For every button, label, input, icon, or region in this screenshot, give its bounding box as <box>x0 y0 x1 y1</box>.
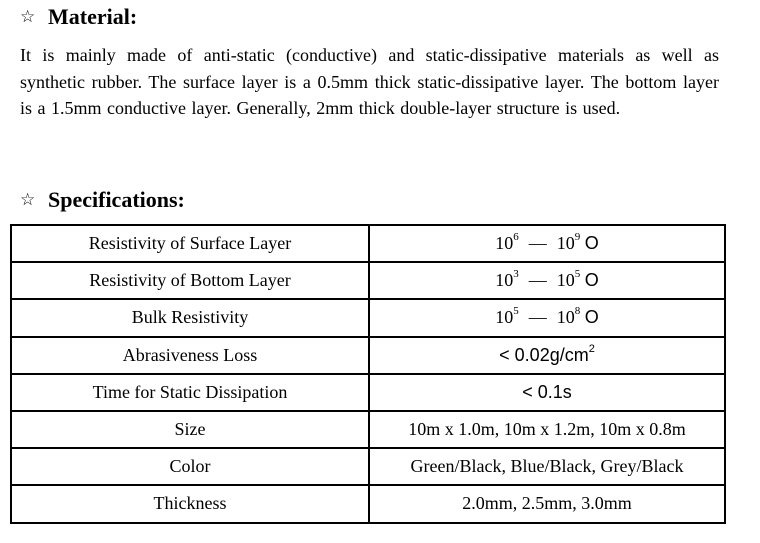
spec-label: Resistivity of Surface Layer <box>11 225 369 262</box>
spec-label: Thickness <box>11 485 369 522</box>
table-row <box>11 337 725 374</box>
specifications-title: Specifications: <box>48 187 185 212</box>
material-title: Material: <box>48 4 138 29</box>
spec-value: < 0.1s <box>369 374 725 411</box>
table-row <box>11 225 725 262</box>
spec-value: $10^3$ — $10^5$ O <box>369 262 725 299</box>
table-row <box>11 299 725 336</box>
table-row <box>11 262 725 299</box>
specifications-table <box>10 224 726 524</box>
spec-label: Size <box>11 411 369 448</box>
table-row <box>11 485 725 522</box>
spec-value: $10^6$ — $10^9$ O <box>369 225 725 262</box>
spec-value: $10^5$ — $10^8$ O <box>369 299 725 336</box>
spec-label: Time for Static Dissipation <box>11 374 369 411</box>
material-description: It is mainly made of anti-static (conductive) and static-dissipative materials as well as synthetic rubber. The surface layer is a 0.5mm thick static-dissipative layer. The bottom layer is a 1.5mm conductive layer. Generally, 2mm thick double-layer structure is used. <box>20 45 719 118</box>
table-row <box>11 448 725 485</box>
spec-value: < $0.02g/cm^2$ <box>369 337 725 374</box>
table-row <box>11 374 725 411</box>
spec-value: Green/Black, Blue/Black, Grey/Black <box>369 448 725 485</box>
star-icon: ☆ <box>20 190 36 210</box>
ohm-unit: O <box>584 233 599 254</box>
spec-label: Bulk Resistivity <box>11 299 369 336</box>
ohm-unit: O <box>584 270 599 291</box>
material-heading <box>20 4 137 30</box>
table-row <box>11 411 725 448</box>
star-icon: ☆ <box>20 7 36 27</box>
spec-label: Color <box>11 448 369 485</box>
spec-value: 10m x 1.0m, 10m x 1.2m, 10m x 0.8m <box>369 411 725 448</box>
ohm-unit: O <box>584 307 599 328</box>
specifications-heading <box>20 187 185 213</box>
spec-label: Abrasiveness Loss <box>11 337 369 374</box>
spec-label: Resistivity of Bottom Layer <box>11 262 369 299</box>
spec-value: 2.0mm, 2.5mm, 3.0mm <box>369 485 725 522</box>
